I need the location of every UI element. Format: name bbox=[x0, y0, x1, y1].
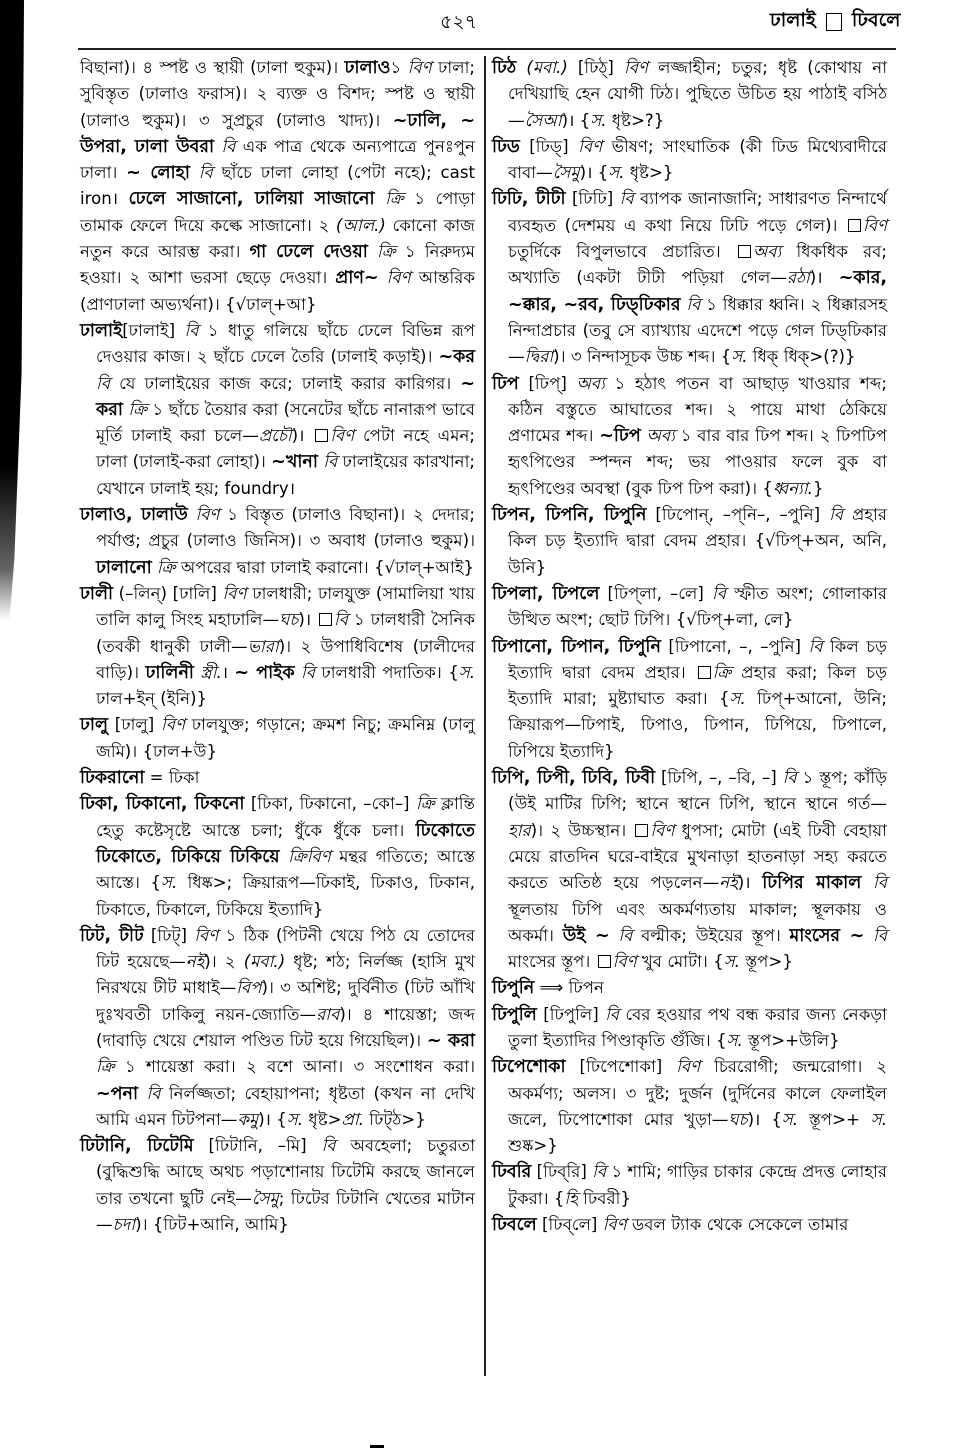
grammar-label: হার bbox=[508, 820, 531, 840]
grammar-label: বিপ bbox=[236, 978, 262, 998]
headword: ঢালাও, ঢালাউ bbox=[80, 505, 188, 526]
definition-text: [ঢিব্‌রি] bbox=[531, 1162, 593, 1182]
definition-text: কোনো কাজ নতুন করে আরম্ভ করা। bbox=[80, 215, 475, 262]
dictionary-entry bbox=[492, 975, 887, 1001]
headword: ~খানা bbox=[271, 452, 318, 473]
definition-text: [ঢিব্‌লে] bbox=[536, 1215, 603, 1235]
dictionary-entry bbox=[492, 1159, 887, 1212]
grammar-label: বিণ bbox=[650, 820, 675, 840]
definition-text: [ঢিপোন্, –প্‌নি–, –পুনি] bbox=[646, 505, 830, 525]
definition-text: = ঢিকা bbox=[144, 768, 200, 788]
definition-text: বের হওয়ার পথ বন্ধ করার জন্য নেকড়া তুলা ইত্যাদির পিণ্ডাকৃতি গুঁজি। { bbox=[508, 1004, 887, 1050]
right-column bbox=[492, 55, 887, 1238]
definition-text: প্রহার কিল চড় ইত্যাদি দ্বারা বেদম প্রহার। {√ঢিপ্+অন, অনি, উনি} bbox=[508, 505, 887, 577]
definition-text: শুষ্ক>} bbox=[508, 1136, 558, 1156]
definition-text: )। ২ উপাধিবিশেষ (ঢালীদের বাড়ি)। bbox=[96, 636, 475, 682]
grammar-label: বিণ bbox=[407, 58, 432, 77]
grammar-label: স. bbox=[590, 110, 607, 130]
definition-text: )। ২ উচ্চস্থান। bbox=[530, 820, 634, 840]
definition-text: । bbox=[221, 662, 235, 682]
headword: ঢালী bbox=[80, 583, 114, 604]
grammar-label: স. bbox=[723, 952, 740, 972]
grammar-label: স. bbox=[731, 347, 748, 367]
grammar-label: স. bbox=[781, 1109, 799, 1129]
page-header bbox=[0, 0, 960, 44]
grammar-label: প্রা. bbox=[341, 1109, 364, 1129]
definition-text: ঢালযুক্ত; গড়ানে; ক্রমশ নিচু; ক্রমনিম্ন (ঢালু জমি)। {ঢাল+উ} bbox=[96, 715, 476, 761]
headword: গা ঢেলে দেওয়া bbox=[249, 242, 368, 263]
definition-text: যে ঢালাইয়ের কাজ করে; ঢালাই করার কারিগর। bbox=[109, 373, 461, 393]
dictionary-entry bbox=[492, 186, 887, 370]
grammar-label: ক্রি bbox=[377, 242, 396, 262]
definition-text: মন্থর গতিতে; আস্তে আস্তে। { bbox=[96, 846, 475, 893]
headword: ঢালু bbox=[80, 715, 109, 736]
grammar-label: বি bbox=[808, 636, 823, 656]
headword: ঢিঢি, ঢীঢী bbox=[492, 189, 566, 210]
grammar-label: সৈমু bbox=[251, 1188, 279, 1208]
grammar-label: অব্য bbox=[646, 426, 675, 446]
headword: ঢিঠ bbox=[492, 58, 517, 78]
sense-box-icon bbox=[848, 219, 861, 232]
dictionary-entry bbox=[492, 634, 887, 765]
definition-text: [ঢিপুলি] bbox=[536, 1004, 606, 1024]
definition-text bbox=[190, 163, 199, 182]
grammar-label: স. bbox=[458, 662, 476, 682]
definition-text: বিছানা)। ৪ স্পষ্ট ও স্থায়ী (ঢালা হুকুম)। bbox=[80, 58, 345, 77]
grammar-label: রাব bbox=[316, 1004, 340, 1024]
headword: ঢিপেশোকা bbox=[492, 1057, 566, 1078]
definition-text: পেটা নহে এমন; ঢালা (ঢালাই-করা লোহা)। bbox=[96, 426, 476, 472]
grammar-label: বি bbox=[321, 1136, 336, 1156]
definition-text: লজ্জাহীন; চতুর; ধৃষ্ট (কোথায় না দেখিয়াছি হেন যোগী ঢিঠ। পুছিতে উচিত হয় পাঠাই বসিঠ— bbox=[508, 58, 888, 130]
definition-text: ১ ধিক্কার ধ্বনি। ২ ধিক্কারসহ নিন্দাপ্রচার (তবু সে ব্যাখ্যায় এদেশে পড়ে গেল ঢিড্‌ঢিকার— bbox=[508, 294, 888, 367]
grammar-label: ক্রি bbox=[156, 557, 176, 577]
grammar-label: বি bbox=[873, 925, 887, 945]
headword: ঢিকরানো bbox=[80, 768, 145, 789]
dictionary-entry bbox=[492, 1002, 887, 1055]
definition-text: কিল চড় ইত্যাদি দ্বারা বেদম প্রহার। bbox=[508, 636, 888, 682]
headword: ~ করা bbox=[426, 1030, 475, 1051]
left-column bbox=[80, 55, 475, 1238]
headword: ~কার, ~ক্কার, ~রব, ঢিড্‌ঢিকার bbox=[508, 268, 887, 315]
headword: ঢালানো bbox=[96, 557, 152, 578]
definition-text: ঢালাইয়ের কারখানা; যেখানে ঢালাই হয়; foundry। bbox=[96, 452, 475, 498]
definition-text: [ঢিপানো, –, –পুনি] bbox=[660, 636, 809, 656]
definition-text: ক্লান্তি হেতু কষ্টেসৃষ্টে আস্তে চলা; ধুঁকে ধুঁকে চলা। bbox=[96, 794, 475, 840]
grammar-label: ধ্বন্যা. bbox=[772, 478, 813, 498]
definition-text: )। bbox=[809, 268, 839, 288]
grammar-label: হি bbox=[564, 1188, 578, 1208]
definition-text bbox=[375, 189, 386, 208]
headword: ঢিপলা, ঢিপলে bbox=[492, 583, 600, 604]
grammar-label: বি bbox=[592, 1162, 607, 1182]
grammar-label: রঠা bbox=[786, 268, 810, 288]
definition-text: ধুপসা; মোটা (এই ঢিবী বেহায়া মেয়ে রাতদিন ঘরে-বাইরে মুখনাড়া হাতনাড়া সহ্য করতে করতে অতিষ্ঠ হয়ে পড়লেন— bbox=[508, 820, 887, 893]
definition-text: )। ৩ অশিষ্ট; দুর্বিনীত (ঢিট আঁখি দুঃখবতী ঢাকিলু নয়ন-জ্যোতি— bbox=[96, 978, 475, 1024]
grammar-label: বিণ bbox=[623, 58, 648, 77]
headword: ঢিকোতে ঢিকোতে, ঢিকিয়ে ঢিকিয়ে bbox=[96, 820, 475, 867]
definition-text: ১ bbox=[390, 58, 408, 77]
grammar-label: বি bbox=[96, 373, 110, 393]
definition-text: ধিকধিক রব; অখ্যাতি (একটা ঢীঢী পড়িয়া গেল— bbox=[508, 242, 887, 288]
definition-text: চিররোগী; জন্মরোগা। ২ অকর্মণ্য; অলস। ৩ দুষ্ট; দুর্জন (দুর্দিনের কালে ফেলাইল জলে, ঢিপোশোকা মোর খুড়া— bbox=[508, 1057, 887, 1129]
headword: ঢিবলে bbox=[492, 1215, 537, 1236]
sense-box-icon bbox=[635, 824, 648, 837]
dictionary-entry bbox=[492, 134, 887, 187]
grammar-label: বি bbox=[334, 610, 349, 630]
grammar-label: বি bbox=[712, 583, 726, 603]
definition-text: )। bbox=[298, 610, 318, 630]
grammar-label: (আল.) bbox=[335, 215, 386, 235]
grammar-label: কমু bbox=[237, 1109, 259, 1129]
dictionary-entry bbox=[492, 502, 887, 581]
definition-text: স্ফীত অংশ; গোলাকার উত্থিত অংশ; ছোট ঢিপি। {√ঢিপ্+লা, লে} bbox=[508, 583, 888, 630]
definition-text: [ঢিঠ্] bbox=[567, 58, 624, 77]
definition-text bbox=[280, 847, 288, 866]
headword: ~কর bbox=[438, 347, 475, 368]
grammar-label: বি bbox=[184, 320, 199, 340]
definition-text: [ঢিপ্‌লা, –লে] bbox=[599, 583, 712, 603]
grammar-label: বিণ bbox=[676, 1057, 701, 1077]
guide-words bbox=[770, 6, 900, 38]
definition-text: ঢালধারী পদাতিক। { bbox=[314, 662, 459, 682]
header-rule bbox=[78, 48, 896, 50]
guide-separator-box-icon bbox=[826, 13, 842, 31]
grammar-label: বি bbox=[221, 136, 236, 156]
grammar-label: ক্রি bbox=[385, 189, 404, 209]
definition-text: ধৃষ্ট>} bbox=[624, 163, 674, 183]
definition-text: [ঢালু] bbox=[108, 715, 161, 735]
definition-text: বল্মীক; উইয়ের স্তূপ। bbox=[632, 925, 790, 945]
grammar-label: বি bbox=[146, 1083, 161, 1103]
definition-text: প্রহার করা; কিল চড় ইত্যাদি মারা; মুষ্ট্যাঘাত করা। { bbox=[508, 662, 887, 709]
grammar-label: স. bbox=[160, 873, 178, 893]
column-divider bbox=[484, 56, 486, 1376]
headword: উই ~ bbox=[562, 925, 610, 946]
grammar-label: ঘচ bbox=[279, 610, 299, 630]
grammar-label: স. bbox=[608, 163, 625, 183]
scan-edge-shadow bbox=[0, 0, 24, 620]
definition-text: ঢিপ্+আনো, উনি; ক্রিয়ারূপ—ঢিপাই, ঢিপাও, ঢিপান, ঢিপিয়ে, ঢিপালে, ঢিপিয়ে ইত্যাদি} bbox=[508, 689, 887, 761]
grammar-label: বিণ bbox=[195, 505, 220, 525]
headword: ঢিপন, ঢিপনি, ঢিপুনি bbox=[492, 505, 647, 526]
definition-text bbox=[864, 926, 873, 945]
grammar-label: নই bbox=[719, 873, 738, 893]
headword: ঢিপুলি bbox=[492, 1004, 537, 1025]
grammar-label: দ্বিরা bbox=[524, 347, 554, 367]
dictionary-entry bbox=[80, 318, 475, 502]
definition-text: ধৃষ্ট> bbox=[303, 1109, 342, 1129]
definition-text: ভীষণ; সাংঘাতিক (কী ঢিড মিথ্যেবাদীরে বাবা— bbox=[508, 136, 887, 183]
definition-text bbox=[861, 873, 873, 892]
sense-box-icon bbox=[598, 955, 611, 968]
definition-text: ১ ঠিক (পিটনী খেয়ে পিঠ যে তোদের ঢিট হয়েছে— bbox=[96, 925, 475, 972]
definition-text: ১ পোড়া তামাক ফেলে দিয়ে কল্কে সাজানো। ২ bbox=[80, 189, 475, 235]
grammar-label: অব্য bbox=[576, 373, 605, 393]
definition-text: ঢালা; সুবিস্তৃত (ঢালাও ফরাস)। ২ ব্যক্ত ও বিশদ; স্পষ্ট ও স্থায়ী (ঢালাও হুকুম)। ৩ সুপ্রচুর (ঢালাও খাদ্য)। bbox=[80, 58, 475, 130]
grammar-label: বিণ bbox=[612, 952, 637, 972]
headword: ঢিকা, ঢিকানো, ঢিকনো bbox=[80, 794, 245, 815]
definition-text: ১ ছাঁচে তৈয়ার করা (সনেটের ছাঁচে নানারূপ ভাবে মূর্তি ঢালাই করা চলে— bbox=[96, 399, 476, 446]
dictionary-entry bbox=[80, 765, 475, 791]
definition-text: )। { bbox=[258, 1109, 287, 1129]
grammar-label: ভারা bbox=[247, 636, 279, 656]
definition-text: ১ শামি; গাড়ির চাকার কেন্দ্রে প্রদত্ত লোহার টুকরা। { bbox=[508, 1162, 887, 1208]
definition-text: ধৃষ্ট>?} bbox=[606, 110, 665, 130]
definition-text: [ঢিপ্] bbox=[518, 373, 577, 393]
grammar-label: বি bbox=[300, 662, 315, 682]
grammar-label: বি bbox=[873, 873, 887, 893]
definition-text: )। {ঢিট+আনি, আমি} bbox=[135, 1215, 289, 1235]
definition-text: [ঢালাই] bbox=[122, 320, 185, 340]
grammar-label: বিণ bbox=[386, 268, 411, 288]
grammar-label: ক্রিবিণ bbox=[288, 846, 331, 866]
definition-text: )। ২ bbox=[204, 952, 244, 972]
grammar-label: বিণ bbox=[194, 925, 219, 945]
sense-box-icon bbox=[738, 245, 751, 258]
headword: ~ পাইক bbox=[234, 662, 295, 683]
headword: ঢালাই bbox=[80, 320, 123, 341]
grammar-label: চদা bbox=[112, 1215, 136, 1235]
definition-text: (–লিন্) [ঢালি] bbox=[113, 583, 223, 603]
grammar-label: ক্রি bbox=[96, 1057, 115, 1077]
grammar-label: বিণ bbox=[222, 583, 247, 603]
definition-text: ১ শায়েস্তা করা। ২ বশে আনা। ৩ সংশোধন করা। bbox=[114, 1057, 475, 1077]
definition-text: ধৃষ্ট; শঠ; নির্লজ্জ (হাসি মুখ নিরখয়ে ঢীট মাধাই— bbox=[96, 952, 475, 998]
headword: মাংসের ~ bbox=[789, 925, 865, 946]
definition-text: [ঢিপেশোকা] bbox=[565, 1057, 677, 1077]
dictionary-entry bbox=[80, 581, 475, 712]
definition-text: স্তূপ>} bbox=[739, 952, 793, 972]
grammar-label: বিণ bbox=[602, 1215, 627, 1235]
definition-text bbox=[368, 242, 377, 261]
guide-word-first: ঢালাই bbox=[770, 9, 816, 31]
grammar-label: সৈআ bbox=[524, 110, 562, 130]
definition-text: ধিষ্ক>; ক্রিয়ারূপ—ঢিকাই, ঢিকাও, ঢিকান, ঢিকাতে, ঢিকালে, ঢিকিয়ে ইত্যাদি} bbox=[96, 873, 475, 919]
definition-text: এক পাত্র থেকে অন্যপাত্রে পুনঃপুন ঢালা। bbox=[80, 136, 475, 183]
definition-text: ১ বিস্তৃত (ঢালাও বিছানা)। ২ দেদার; পর্যাপ্ত; প্রচুর (ঢালাও জিনিস)। ৩ অবাধ (ঢালাও হুকুম)। bbox=[96, 505, 475, 551]
dictionary-entry bbox=[80, 712, 475, 765]
grammar-label: বিণ bbox=[862, 215, 887, 235]
definition-text: ; ঢিটের ঢিটানি খেতের মাটান— bbox=[96, 1188, 476, 1235]
definition-text: স্তূপ>+ bbox=[798, 1109, 871, 1129]
definition-text: [ঢিড্] bbox=[519, 136, 579, 156]
dictionary-entry bbox=[492, 581, 887, 634]
dictionary-entry bbox=[80, 923, 475, 1133]
dictionary-entry-continuation bbox=[80, 55, 475, 318]
grammar-label: বি bbox=[619, 189, 634, 209]
grammar-label: বি bbox=[618, 925, 633, 945]
headword: ঢালাও bbox=[344, 58, 391, 78]
headword: ~পনা bbox=[96, 1083, 139, 1104]
definition-text: )। { bbox=[579, 163, 609, 183]
definition-text: ১ বার বার ঢিপ শব্দ। ২ ঢিপঢিপ হৃৎপিণ্ডের স্পন্দন শব্দ; ভয় পাওয়ার ফলে বুক বা হৃৎপিণ্ডের অবস্থা (বুক ঢিপ ঢিপ করা)। { bbox=[508, 426, 887, 498]
grammar-label: বি bbox=[782, 768, 797, 788]
definition-text: ঢালধারী; ঢালযুক্ত (সামালিয়া খায় তালি কালু সিংহ মহাঢালি— bbox=[96, 583, 476, 630]
dictionary-entry bbox=[492, 55, 887, 134]
definition-text bbox=[379, 268, 387, 287]
definition-text: )। ৩ নিন্দাসূচক উচ্চ শব্দ। { bbox=[553, 347, 732, 367]
headword: ঢিপ bbox=[492, 373, 519, 394]
grammar-label: নই bbox=[185, 952, 205, 972]
grammar-label: স. bbox=[726, 1030, 743, 1050]
grammar-label: ক্রি bbox=[415, 794, 435, 814]
definition-text: ১ ঢালধারী সৈনিক (তবকী ধানুকী ঢালী— bbox=[96, 610, 476, 656]
grammar-label: বি bbox=[686, 294, 701, 314]
grammar-label: বি bbox=[198, 163, 213, 183]
definition-text: ঢিট্‌ঠ>} bbox=[363, 1109, 426, 1129]
grammar-label: ক্রি bbox=[712, 662, 732, 682]
definition-text: স্থূলতায় ঢিপি এবং অকর্মণ্যতায় মাকাল; স্থূলকায় ও অকর্মা। bbox=[508, 899, 887, 945]
grammar-label: বি bbox=[605, 1004, 620, 1024]
definition-text: খুব মোটা। { bbox=[636, 952, 724, 972]
grammar-label: ঘচ bbox=[728, 1109, 748, 1129]
headword: ঢিপানো, ঢিপান, ঢিপুনি bbox=[492, 636, 661, 657]
grammar-label: স. bbox=[729, 689, 746, 709]
sense-box-icon bbox=[319, 613, 332, 626]
definition-text: )। bbox=[291, 426, 314, 446]
dictionary-entry bbox=[492, 1212, 887, 1238]
dictionary-entry bbox=[80, 1133, 475, 1238]
dictionary-entry bbox=[492, 765, 887, 975]
definition-text: ধিক্ ধিক্>(?)} bbox=[747, 347, 856, 367]
definition-text: [ঢিকা, ঢিকানো, –কো–] bbox=[244, 794, 416, 814]
print-mark bbox=[370, 1445, 384, 1448]
guide-word-last: ঢিবলে bbox=[851, 9, 901, 31]
grammar-label: বি bbox=[323, 452, 338, 472]
definition-text: অপরের দ্বারা ঢালাই করানো। {√ঢাল্+আই} bbox=[175, 557, 475, 577]
definition-text: মাংসের স্তূপ। bbox=[508, 952, 596, 972]
headword: ~ লোহা bbox=[126, 163, 190, 184]
definition-text: )। { bbox=[561, 110, 591, 130]
grammar-label: বিণ bbox=[578, 136, 603, 156]
definition-text: ঢিবরী} bbox=[577, 1188, 631, 1208]
definition-text: স্তূপ>+উলি} bbox=[742, 1030, 840, 1050]
definition-text: )। bbox=[737, 873, 763, 893]
grammar-label: অব্য bbox=[752, 242, 782, 262]
definition-text: ছাঁচে ঢালা লোহা (পেটা নহে); cast iron। bbox=[80, 163, 475, 209]
definition-text: [ঢিপি, –, –বি, –] bbox=[655, 768, 783, 788]
sense-box-icon bbox=[698, 666, 711, 679]
grammar-label: বিণ bbox=[330, 426, 355, 446]
dictionary-entry bbox=[492, 1054, 887, 1159]
headword: ঢিড bbox=[492, 136, 520, 157]
headword: ঢিপুনি bbox=[492, 978, 535, 999]
grammar-label: স্ত্রী. bbox=[200, 662, 222, 682]
grammar-label: সৈমু bbox=[552, 163, 580, 183]
headword: ঢেলে সাজানো, ঢালিয়া সাজানো bbox=[128, 189, 375, 210]
grammar-label: (মবা.) bbox=[243, 952, 286, 972]
headword: ঢিপি, ঢিপী, ঢিবি, ঢিবী bbox=[492, 768, 656, 789]
headword: ঢিট, ঢীট bbox=[80, 925, 144, 946]
definition-text: [ঢিঢি] bbox=[565, 189, 620, 209]
definition-text: ১ হঠাৎ পতন বা আছাড় খাওয়ার শব্দ; কঠিন বস্তুতে আঘাতের শব্দ। ২ পায়ে মাথা ঠেকিয়ে প্রণামের শব্দ। bbox=[508, 373, 887, 446]
sense-box-icon bbox=[315, 429, 328, 442]
definition-text: আন্তরিক (প্রাণঢালা অভ্যর্থনা)। {√ঢাল্+আ} bbox=[80, 268, 475, 314]
grammar-label: স. bbox=[286, 1109, 304, 1129]
grammar-label: (মবা.) bbox=[526, 58, 568, 77]
dictionary-entry bbox=[80, 791, 475, 922]
definition-text: )। { bbox=[747, 1109, 782, 1129]
definition-text: ঢাল+ইন্ (ইনি)} bbox=[96, 689, 208, 709]
definition-text: [ঢিটানি, –মি] bbox=[193, 1136, 322, 1156]
grammar-label: বিণ bbox=[161, 715, 186, 735]
dictionary-entry bbox=[80, 502, 475, 581]
dictionary-entry bbox=[492, 371, 887, 502]
headword: ঢিপির মাকাল bbox=[762, 873, 862, 894]
definition-text: অবহেলা; চতুরতা (বুদ্ধিশুদ্ধি আছে অথচ পড়াশোনায় ঢিটেমি করছে জানলে তার তখনো ছুটি নেই— bbox=[96, 1136, 476, 1208]
definition-text: ১ স্তূপ; কাঁড়ি (উই মাটির ঢিপি; স্থানে স্থানে ঢিপি, স্থানে স্থানে গর্ত— bbox=[508, 768, 887, 814]
grammar-label: স. bbox=[870, 1109, 887, 1129]
page-number: ৫২৭ bbox=[440, 11, 478, 33]
headword: ঢিটানি, ঢিটেমি bbox=[80, 1136, 194, 1157]
definition-text: চতুর্দিকে বিপুলভাবে প্রচারিত। bbox=[508, 242, 736, 262]
definition-text: ১ ধাতু গলিয়ে ছাঁচে ঢেলে বিভিন্ন রূপ দেওয়ার কাজ। ২ ছাঁচে ঢেলে তৈরি (ঢালাই কড়াই)। bbox=[96, 320, 475, 367]
headword: ~ঢিপ bbox=[599, 426, 641, 447]
headword: ঢালিনী bbox=[145, 662, 194, 683]
definition-text: ১ নিরুদ্যম হওয়া। ২ আশা ভরসা ছেড়ে দেওয়া। bbox=[80, 242, 475, 288]
grammar-label: প্রচৌ bbox=[258, 426, 292, 446]
definition-text: ⟹ ঢিপন bbox=[534, 978, 604, 998]
definition-text: ব্যাপক জানাজানি; সাধারণত নিন্দার্থে ব্যবহৃত (দেশময় এ কথা নিয়ে ঢিঢি পড়ে গেল)। bbox=[508, 189, 888, 235]
definition-text bbox=[516, 58, 526, 77]
headword: প্রাণ~ bbox=[335, 268, 379, 289]
definition-text: ডবল ট্যাক থেকে সেকেলে তামার bbox=[626, 1215, 849, 1235]
headword: ~ করা bbox=[96, 373, 475, 420]
headword: ~ঢালি, ~ উপরা, ঢালা উবরা bbox=[80, 110, 475, 157]
headword: ঢিবরি bbox=[492, 1162, 532, 1183]
grammar-label: বি bbox=[829, 505, 844, 525]
definition-text: } bbox=[812, 478, 824, 498]
grammar-label: ক্রি bbox=[128, 399, 147, 419]
definition-text: নির্লজ্জতা; বেহায়াপনা; ধৃষ্টতা (কখন না দেখি আমি এমন ঢিটপনা— bbox=[96, 1083, 475, 1129]
definition-text: )। ৪ শায়েস্তা; জব্দ (দাবাড়ি খেয়ে শেয়াল পণ্ডিত ঢিট হয়ে গিয়েছিল)। bbox=[96, 1004, 475, 1050]
definition-text: [ঢিট্] bbox=[143, 925, 195, 945]
